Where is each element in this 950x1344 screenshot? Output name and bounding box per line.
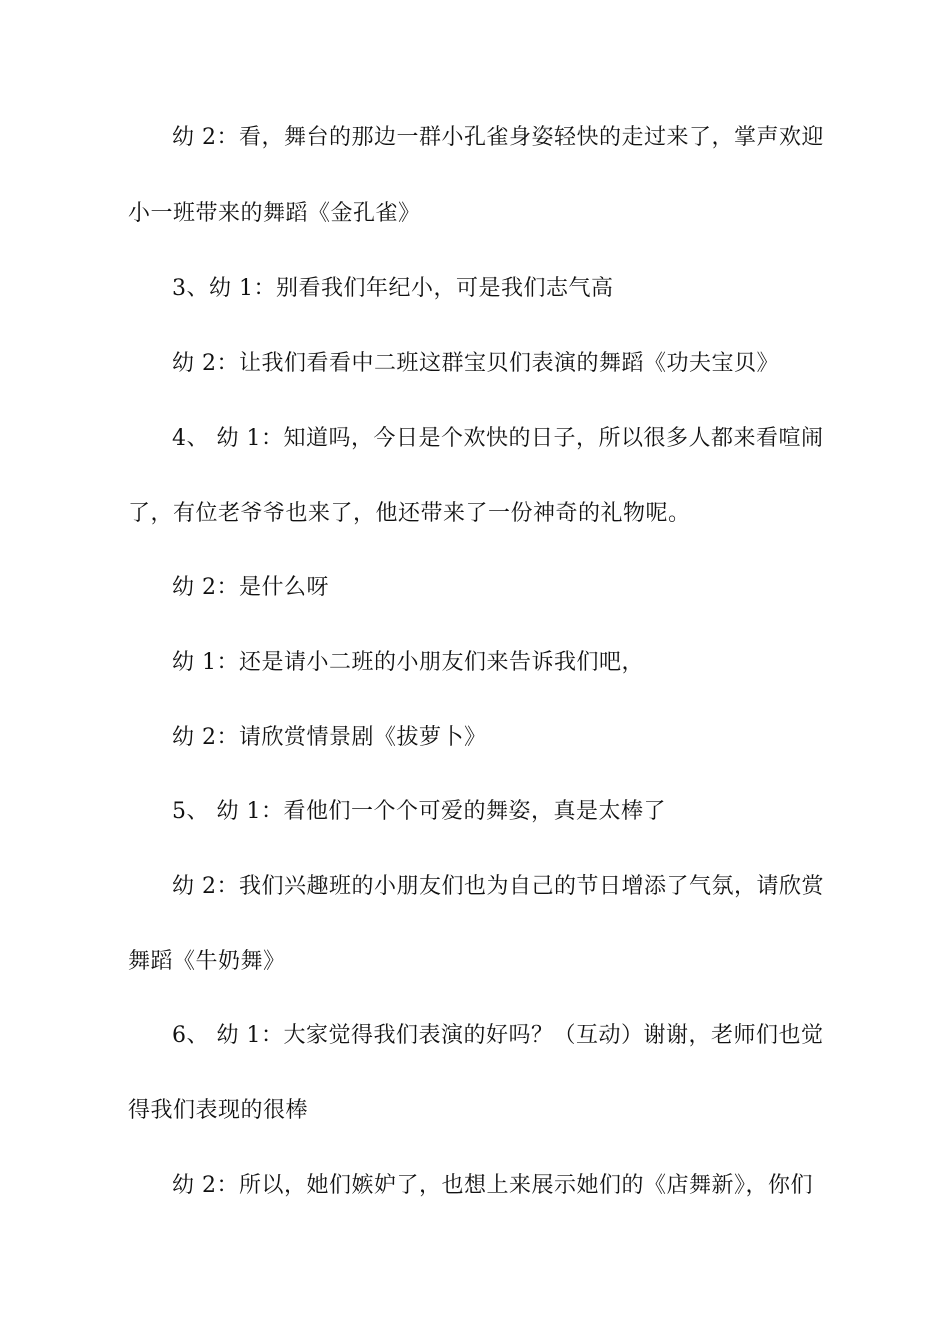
text-line: 5、 幼 1：看他们一个个可爱的舞姿，真是太棒了 — [172, 799, 666, 824]
text-line: 幼 2：所以，她们嫉妒了，也想上来展示她们的《店舞新》，你们 — [172, 1173, 813, 1198]
text-line: 幼 1：还是请小二班的小朋友们来告诉我们吧， — [172, 650, 644, 675]
text-line: 幼 2：让我们看看中二班这群宝贝们表演的舞蹈《功夫宝贝》 — [172, 351, 779, 376]
text-line: 幼 2：请欣赏情景剧《拔萝卜》 — [172, 725, 487, 750]
text-line: 6、 幼 1：大家觉得我们表演的好吗？（互动）谢谢，老师们也觉 — [172, 1023, 824, 1048]
text-line: 得我们表现的很棒 — [128, 1098, 309, 1123]
text-line: 小一班带来的舞蹈《金孔雀》 — [128, 201, 421, 226]
text-line: 舞蹈《牛奶舞》 — [128, 949, 286, 974]
text-line: 幼 2：看，舞台的那边一群小孔雀身姿轻快的走过来了，掌声欢迎 — [172, 125, 824, 150]
text-line: 了，有位老爷爷也来了，他还带来了一份神奇的礼物呢。 — [128, 501, 691, 526]
text-line: 幼 2：我们兴趣班的小朋友们也为自己的节日增添了气氛，请欣赏 — [172, 874, 824, 899]
text-line: 3、幼 1：别看我们年纪小，可是我们志气高 — [172, 276, 614, 301]
text-line: 幼 2：是什么呀 — [172, 575, 329, 600]
text-line: 4、 幼 1：知道吗，今日是个欢快的日子，所以很多人都来看喧闹 — [172, 426, 824, 451]
